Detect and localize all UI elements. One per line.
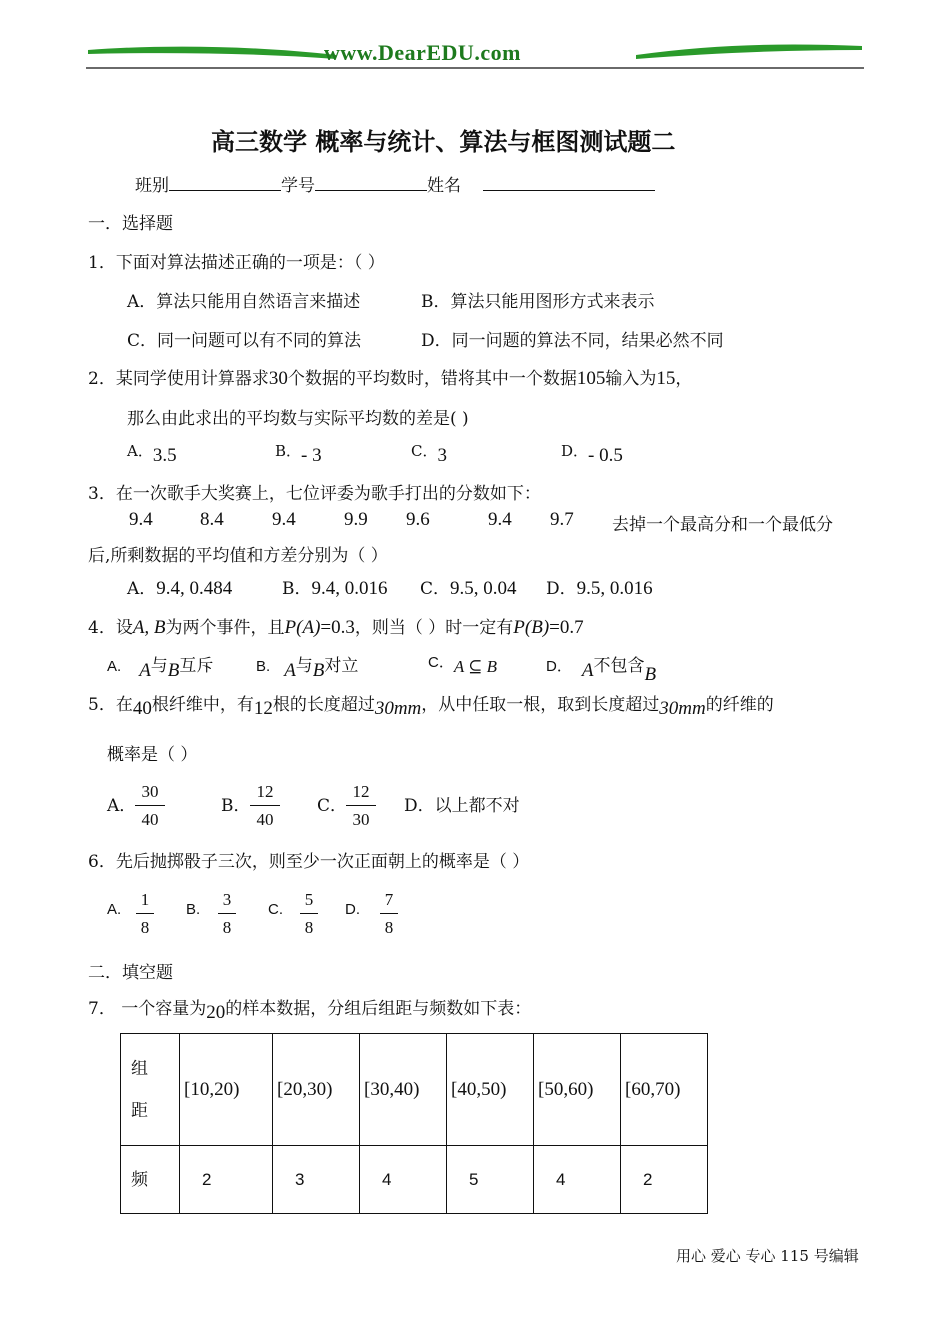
q5-length-1: 30mm: [374, 698, 422, 719]
q5-a-numerator: 30: [135, 782, 165, 806]
q7-text-2: 的样本数据，分组后组距与频数如下表：: [225, 999, 532, 1019]
q4-b-label: B.: [256, 658, 271, 675]
q2-text-2: 个数据的平均数时，错将其中一个数据: [287, 369, 577, 389]
q2-option-a: [127, 440, 177, 466]
q5-text-2: 根纤维中，有: [151, 695, 254, 715]
q2-b-value: - 3: [301, 445, 322, 466]
q4-option-d: [546, 651, 657, 685]
site-url[interactable]: www.DearEDU.com: [324, 40, 521, 65]
q5-text-4: ，从中任取一根，取到长度超过: [421, 695, 660, 715]
q3-b-label: B．: [282, 579, 312, 599]
q3-tail: 去掉一个最高分和一个最低分: [612, 515, 833, 535]
q4-prob-a: P(A): [284, 617, 321, 638]
q4-option-c: [428, 651, 498, 676]
q6-b-denominator: 8: [222, 918, 232, 937]
q4-d-var-b: B: [644, 664, 657, 685]
q3-score: 9.6: [406, 509, 430, 530]
q5-option-a-fraction: [135, 782, 165, 830]
table-cell: 4: [534, 1146, 621, 1214]
q6-option-b-label: B.: [186, 901, 201, 918]
q6-option-c-fraction: [300, 890, 318, 938]
q5-text-5: 的纤维的: [705, 695, 774, 715]
table-cell: [50,60): [534, 1034, 621, 1146]
q4-a-text: 与: [150, 656, 168, 676]
q4-b-text: 与: [295, 656, 313, 676]
section-choice-heading: 一．选择题: [88, 214, 173, 234]
table-cell: [20,30): [273, 1034, 360, 1146]
q5-c-numerator: 12: [346, 782, 376, 806]
q6-a-numerator: 1: [136, 890, 154, 914]
q5-text-3: 根的长度超过: [272, 695, 375, 715]
q1-stem: 1．下面对算法描述正确的一项是：（ ）: [88, 253, 385, 273]
q2-text-1: 2．某同学使用计算器求: [88, 369, 269, 389]
q3-score: 9.7: [550, 509, 574, 530]
table-cell: [60,70): [621, 1034, 708, 1146]
table-cell: [10,20): [180, 1034, 273, 1146]
table-header-cell: 频: [121, 1146, 180, 1214]
q5-num-12: 12: [253, 698, 273, 719]
table-cell: 2: [621, 1146, 708, 1214]
q6-option-b-fraction: [218, 890, 236, 938]
name-label: 姓名: [427, 176, 461, 196]
q4-d-text: 不包含: [593, 656, 645, 676]
table-row: [121, 1034, 708, 1146]
q6-b-numerator: 3: [218, 890, 236, 914]
table-cell: [40,50): [447, 1034, 534, 1146]
q6-d-denominator: 8: [384, 918, 394, 937]
class-field[interactable]: [169, 174, 281, 191]
table-header-cell: [121, 1034, 180, 1146]
q5-line2: 概率是（ ）: [107, 745, 198, 765]
q3-score: 8.4: [200, 509, 224, 530]
q4-b-var-a: A: [284, 660, 296, 681]
q5-option-d: D．以上都不对: [404, 796, 520, 816]
page-footer: 用心 爱心 专心 115 号编辑: [676, 1247, 859, 1265]
q3-d-label: D．: [546, 579, 577, 599]
q4-eq-1: =0.3: [320, 617, 355, 638]
q4-option-a: [107, 651, 214, 681]
row1-label-a: 组: [131, 1058, 148, 1079]
q4-a-label: A.: [107, 658, 122, 675]
q4-b-tail: 对立: [324, 656, 359, 676]
q1-option-a: A．算法只能用自然语言来描述: [127, 292, 361, 312]
row1-label-b: 距: [131, 1100, 148, 1121]
id-label: 学号: [281, 176, 315, 196]
id-field[interactable]: [315, 174, 427, 191]
q3-option-d: [546, 574, 653, 600]
q4-text-2: 为两个事件，且: [165, 618, 285, 638]
q1-option-c: C．同一问题可以有不同的算法: [127, 331, 362, 351]
q3-stem: 3．在一次歌手大奖赛上，七位评委为歌手打出的分数如下：: [88, 484, 541, 504]
q1-option-b: B．算法只能用图形方式来表示: [421, 292, 655, 312]
q3-a-label: A．: [127, 579, 157, 599]
student-info-row: [135, 171, 655, 196]
q4-events: A, B: [132, 617, 166, 638]
q6-option-a-label: A.: [107, 901, 122, 918]
q2-a-label: A．: [127, 442, 153, 460]
q3-d-value: 9.5, 0.016: [576, 578, 653, 599]
q4-b-var-b: B: [312, 660, 325, 681]
q2-option-b: [275, 440, 322, 466]
q2-d-value: - 0.5: [588, 445, 623, 466]
table-cell: 2: [180, 1146, 273, 1214]
table-cell: 4: [360, 1146, 447, 1214]
q3-score: 9.4: [488, 509, 512, 530]
q5-option-c-label: C．: [317, 796, 348, 816]
q4-text-3: ，则当（ ）时一定有: [354, 618, 514, 638]
q4-prob-b: P(B): [513, 617, 550, 638]
q5-stem: [88, 690, 774, 719]
table-cell: 3: [273, 1146, 360, 1214]
section-fill-heading: 二．填空题: [88, 963, 173, 983]
q3-score: 9.4: [272, 509, 296, 530]
q4-a-var-a: A: [139, 660, 151, 681]
q4-c-label: C．: [428, 654, 454, 671]
q3-option-c: [420, 574, 517, 600]
q7-stem: [88, 994, 532, 1023]
q3-b-value: 9.4, 0.016: [311, 578, 388, 599]
q2-line2: 那么由此求出的平均数与实际平均数的差是( ): [127, 409, 469, 429]
page-title: 高三数学 概率与统计、算法与框图测试题二: [211, 127, 676, 156]
q3-c-value: 9.5, 0.04: [450, 578, 517, 599]
q2-stem: [88, 364, 692, 390]
q4-d-var-a: A: [581, 660, 594, 681]
q2-b-label: B．: [275, 442, 302, 460]
q5-option-c-fraction: [346, 782, 376, 830]
q4-c-expr: A ⊆ B: [453, 657, 498, 676]
q4-a-tail: 互斥: [179, 656, 214, 676]
q3-score: 9.9: [344, 509, 368, 530]
name-field[interactable]: [483, 174, 655, 191]
q2-text-3: 输入为: [605, 369, 657, 389]
q5-length-2: 30mm: [659, 698, 706, 719]
header-banner: [86, 38, 864, 70]
q3-option-b: [282, 574, 388, 600]
q5-b-numerator: 12: [250, 782, 280, 806]
q5-a-denominator: 40: [141, 810, 159, 829]
q3-c-label: C．: [420, 579, 451, 599]
q6-option-a-fraction: [136, 890, 154, 938]
q2-text-4: ，: [675, 369, 693, 389]
q6-c-numerator: 5: [300, 890, 318, 914]
q6-a-denominator: 8: [140, 918, 150, 937]
q4-stem: [88, 613, 584, 639]
q3-option-a: [127, 574, 232, 600]
q4-d-label: D．: [546, 658, 572, 675]
q2-d-label: D．: [561, 442, 589, 460]
q6-c-denominator: 8: [304, 918, 314, 937]
table-cell: 5: [447, 1146, 534, 1214]
q3-score: 9.4: [129, 509, 153, 530]
q5-c-denominator: 30: [352, 810, 370, 829]
q2-a-value: 3.5: [152, 445, 177, 466]
class-label: 班别: [135, 176, 169, 196]
q6-stem: 6．先后抛掷骰子三次，则至少一次正面朝上的概率是（ ）: [88, 852, 530, 872]
q2-num-30: 30: [268, 368, 288, 389]
q3-line3: 后,所剩数据的平均值和方差分别为（ ）: [88, 546, 388, 566]
q1-option-d: D．同一问题的算法不同，结果必然不同: [421, 331, 724, 351]
table-cell: [30,40): [360, 1034, 447, 1146]
q7-num-20: 20: [206, 1002, 226, 1023]
q2-c-label: C．: [411, 442, 438, 460]
q4-a-var-b: B: [167, 660, 180, 681]
q4-option-b: [256, 651, 359, 681]
q5-option-a-label: A．: [107, 796, 137, 816]
table-row: [121, 1146, 708, 1214]
q2-option-d: [561, 440, 623, 466]
q3-a-value: 9.4, 0.484: [156, 578, 233, 599]
q5-b-denominator: 40: [256, 810, 274, 829]
q2-num-15: 15: [656, 368, 676, 389]
q5-option-b-label: B．: [221, 796, 251, 816]
q2-option-c: [411, 440, 447, 466]
frequency-table: [120, 1033, 708, 1214]
q4-eq-2: =0.7: [549, 617, 584, 638]
q6-option-d-label: D.: [345, 901, 360, 918]
q5-option-b-fraction: [250, 782, 280, 830]
q7-text-1: 7． 一个容量为: [88, 999, 207, 1019]
q6-d-numerator: 7: [380, 890, 398, 914]
q6-option-d-fraction: [380, 890, 398, 938]
q4-text-1: 4．设: [88, 618, 133, 638]
q5-text-1: 5．在: [88, 695, 133, 715]
q2-c-value: 3: [437, 445, 447, 466]
q2-num-105: 105: [576, 368, 606, 389]
q6-option-c-label: C.: [268, 901, 283, 918]
q5-num-40: 40: [132, 698, 152, 719]
